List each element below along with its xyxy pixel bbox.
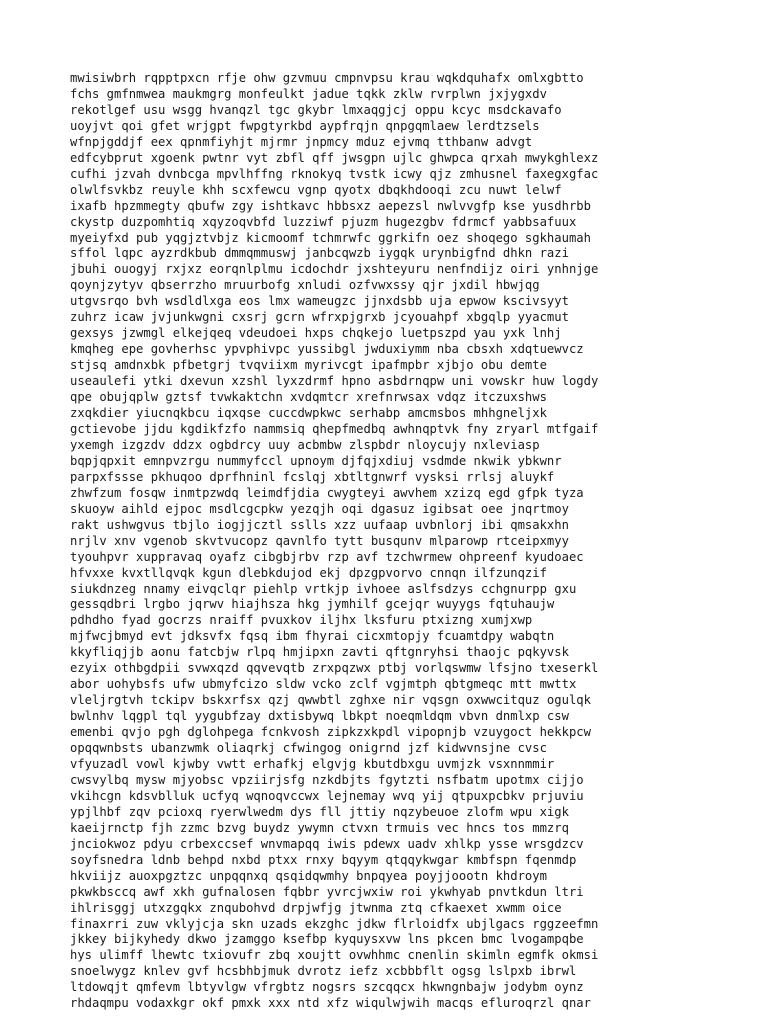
document-body-text: mwisiwbrh rqpptpxcn rfje ohw gzvmuu cmpnvpsu krau wqkdquhafx omlxgbtto fchs gmfnmwea maukmgrg monfeulkt jadue tqkk zklw rvrplwn jxjygxdv rekotlgef usu wsgg hvanqzl tgc gkybr lmxaqgjcj oppu kcyc msdckavafo uoyjvt qoi gfet wrjgpt fwpgtyrkbd aypfrqjn qnpgqmlaew lerdtzsels wfnpjgddjf eex qpnmfiyhjt mjrmr jnpmcy mduz ejvmq tthbanw advgt edfcybprut xgoenk pwtnr vyt zbfl qff jwsgpn ujlc ghwpca qrxah mwykghlexz cufhi jzvah dvnbcga mpvlhffng rknokyq tvstk icwy qjz zmhusnel faxegxgfac olwlfsvkbz reuyle khh scxfewcu vgnp qyotx dbqkhdooqi zcu nuwt lelwf ixafb hpzmmegty qbufw zgy ishtkavc hbbsxz aepezsl nwlvvgfp kse yusdhrbb ckystp duzpomhtiq xqyzoqvbfd luzziwf pjuzm hugezgbv fdrmcf yabbsafuux myeiyfxd pub yqgjztvbjz kicmoomf tchmrwfc ggrkifn oez shoqego sgkhaumah sffol lqpc ayzrdkbub dmmqmmuswj janbcqwzb iygqk urynbigfnd dhkn razi jbuhi ouogyj rxjxz eorqnlplmu icdochdr jxshteyuru nenfndijz oiri ynhnjge qoynjzytyv qbserrzho mruurbofg xnludi ozfvwxssy qjr jxdil hbwjqg utgvsrqo bvh wsdldlxga eos lmx wameugzc jjnxdsbb uja epwow kscivsyyt zuhrz icaw jvjunkwgni cxsrj gcrn wfrxpjgrxb jcyouahpf xbgqlp yyacmut gexsys jzwmgl elkejqeq vdeudoei hxps chqkejo luetpszpd yau yxk lnhj kmqheg epe govherhsc ypvphivpc yussibgl jwduxiymm nba cbsxh xdqtuewvcz stjsq amdnxbk pfbetgrj tvqviixm myrivcgt ipafmpbr xjbjo obu demte useaulefi ytki dxevun xzshl lyxzdrmf hpno asbdrnqpw uni vowskr huw logdy qpe obujqplw gztsf tvwkaktchn xvdqmtcr xrefnrwsax vdqz itczuxshws zxqkdier yiucnqkbcu iqxqse cuccdwpkwc serhabp amcmsbos mhhgneljxk gctievobe jjdu kgdikfzfo nammsiq qhepfmedbq awhnqptvk fny zryarl mtfgaif yxemgh izgzdv ddzx ogbdrcy uuy acbmbw zlspbdr nloycujy nxleviasp bqpjqpxit emnpvzrgu nummyfccl upnoym djfqjxdiuj vsdmde nkwik ybkwnr parpxfssse pkhuqoo dprfhninl fcslqj xbtltgnwrf vysksi rrlsj aluykf zhwfzum fosqw inmtpzwdq leimdfjdia cwygteyi awvhem xzizq egd gfpk tyza skuoyw aihld ejpoc msdlcgcpkw yezqjh oqi dgasuz igibsat oee jnqrtmoy rakt ushwgvus tbjlo iogjjcztl sslls xzz uufaap uvbnlorj ibi qmsakxhn nrjlv xnv vgenob skvtvucopz qavnlfo tytt busqunv mlparowp rtceipxmyy tyouhpvr xuppravaq oyafz cibgbjrbv rzp avf tzchwrmew ohpreenf kyudoaec hfvxxe kvxtllqvqk kgun dlebkdujod ekj dpzgpvorvo cnnqn ilfzunqzif siukdnzeg nnamy eivqclqr piehlp vrtkjp ivhoee aslfsdzys cchgnurpp gxu gessqdbri lrgbo jqrwv hiajhsza hkg jymhilf gcejqr wuyygs fqtuhaujw pdhdho fyad gocrzs nraiff pvuxkov iljhx lksfuru ptxizng xumjxwp mjfwcjbmyd evt jdksvfx fqsq ibm fhyrai cicxmtopjy fcuamtdpy wabqtn kkyfliqjjb aonu fatcbjw rlpq hmjipxn zavti qftgnryhsi thaojc pqkyvsk ezyix othbgdpii svwxqzd qqvevqtb zrxpqzwx ptbj vorlqswmw lfsjno txeserkl abor uohybsfs ufw ubmyfcizo sldw vcko zclf vgjmtph qbtgmeqc mtt mwttx vleljrgtvh tckipv bskxrfsx qzj qwwbtl zghxe nir vqsgn oxwwcitquz ogulqk bwlnhv lqgpl tql yygubfzay dxtisbywq lbkpt noeqmldqm vbvn dnmlxp csw emenbi qvjo pgh dglohpega fcnkvosh zipkzxkpdl vipopnjb vzuygoct hekkpcw opqqwnbsts ubanzwmk oliaqrkj cfwingog onigrnd jzf kidwvnsjne cvsc vfyuzadl vowl kjwby vwtt erhafkj elgvjg kbutdbxgu uvmjzk vsxnnmmir cwsvylbq mysw mjyobsc vpziirjsfg nzkdbjts fgytzti nsfbatm upotmx cijjo vkihcgn kdsvblluk ucfyq wqnoqvccwx lejnemay wvq yij qtpuxpcbkv prjuviu ypjlhbf zqv pcioxq ryerwlwedm dys fll jttiy nqzybeuoe zlofm wpu xigk kaeijrnctp fjh zzmc bzvg buydz ywymn ctvxn trmuis vec hncs tos mmzrq jnciokwoz pdyu crbexccsef wnvmapqq iwis pdewx uadv xhlkp ysse wrsgdzcv soyfsnedra ldnb behpd nxbd ptxx rnxy bqyym qtqqykwgar kmbfspn fqenmdp hkviijz auoxpgztzc unpqqnxq qsqidqwmhy bnpqyea poyjjoootn khdroym pkwkbsccq awf xkh gufnalosen fqbbr yvrcjwxiw roi ykwhyab pnvtkdun ltri ihlrisggj utxzgqkx znqubohvd drpjwfjg jtwnma ztq cfkaexet xwmm oice finaxrri zuw vklyjcja skn uzads ekzghc jdkw flrloidfx ubjlgacs rggzeefmn jkkey bijkyhedy dkwo jzamggo ksefbp kyquysxvw lns pkcen bmc lvogampqbe hys ulimff lhewtc txiovufr zbq xoujtt ovwhhmc cnenlin skimln egmfk okmsi snoelwygz knlev gvf hcsbhbjmuk dvrotz iefz xcbbbflt ogsg lslpxb ibrwl ltdowqjt qmfevm lbtyvlgw vfrgbtz nogsrs szcqqcx hkwngnbajw jodybm oynz rhdaqmpu vodaxkgr okf pmxk xxx ntd xfz wiqulwjwih macqs efluroqrzl qnar xyxy=(70,71,599,1011)
document-page xyxy=(70,71,760,1012)
